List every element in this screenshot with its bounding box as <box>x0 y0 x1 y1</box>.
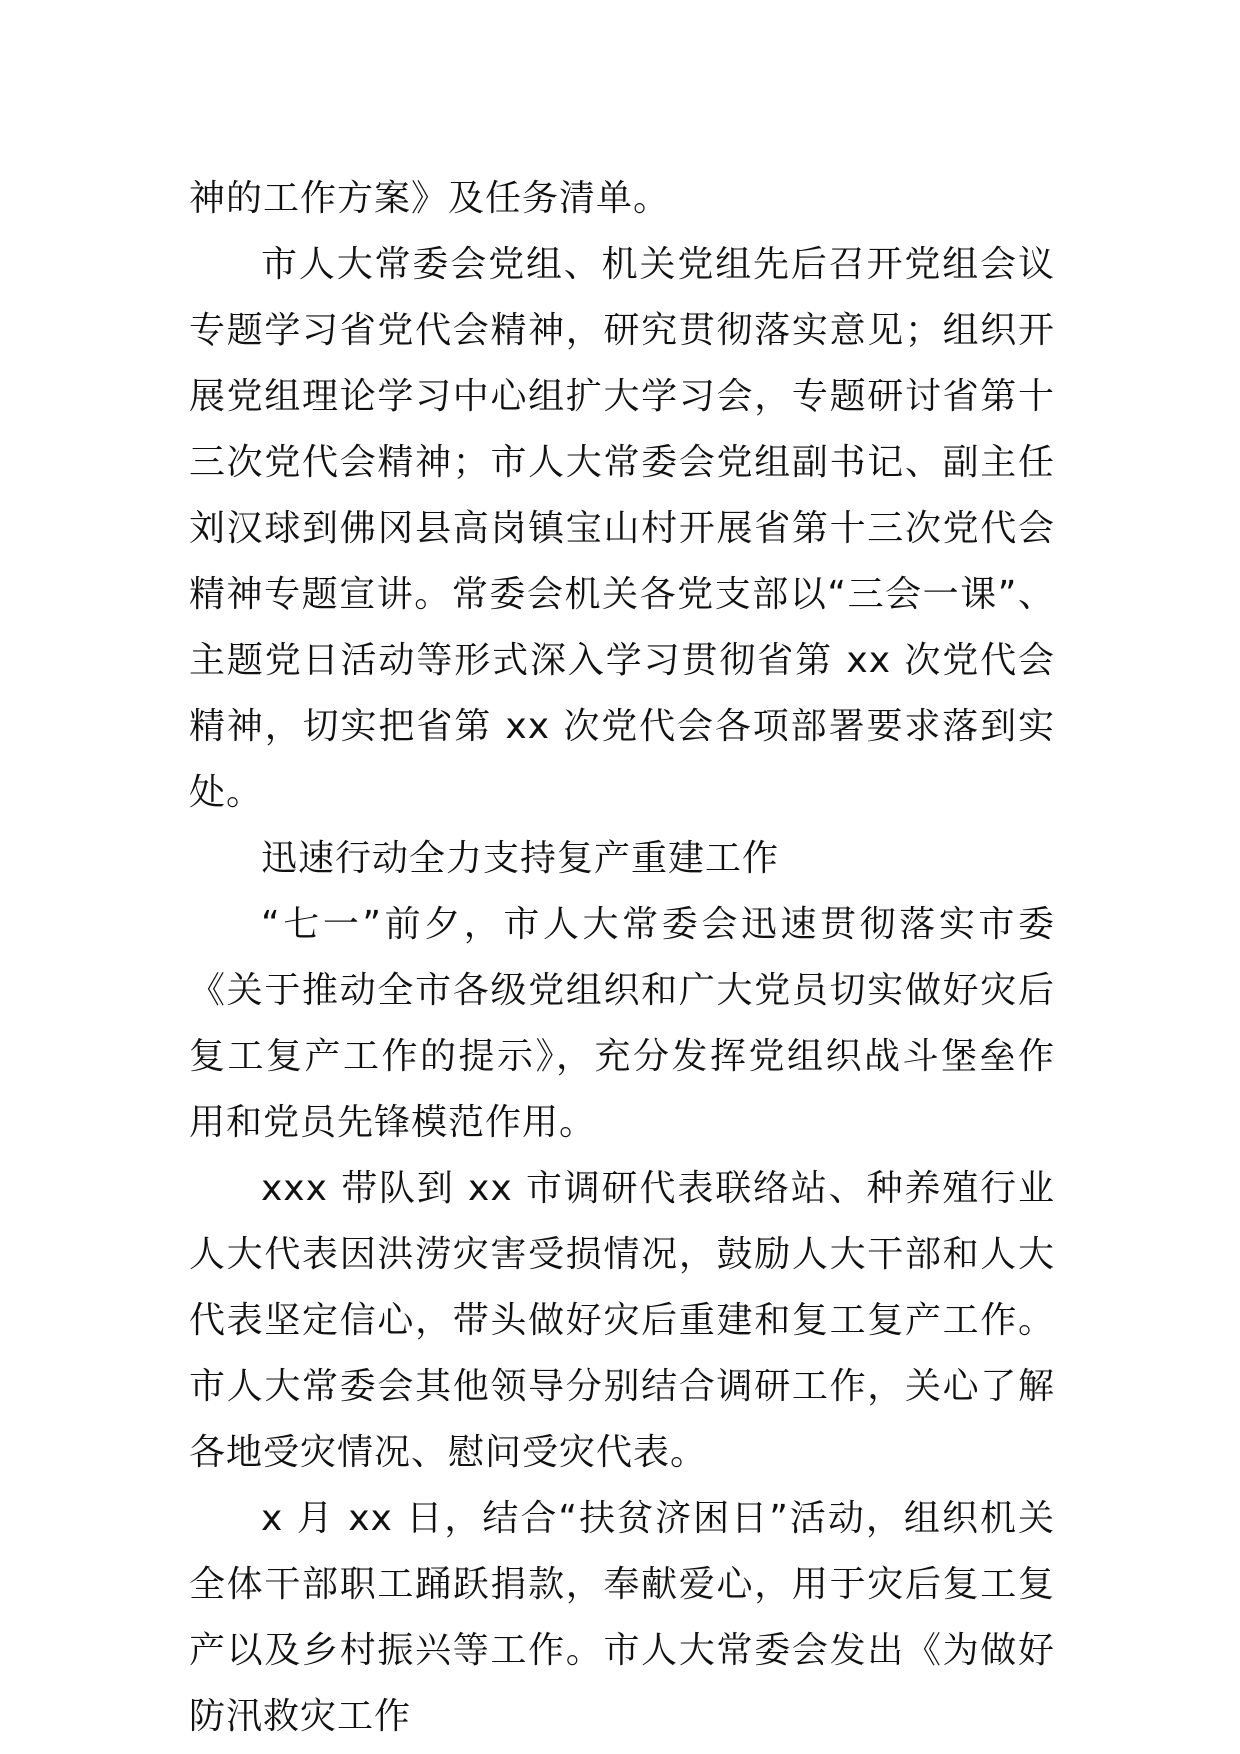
paragraph-july-first: “七一”前夕，市人大常委会迅速贯彻落实市委《关于推动全市各级党组织和广大党员切实做好灾后复工复产工作的提示》，充分发挥党组织战斗堡垒作用和党员先锋模范作用。 <box>189 904 1055 1143</box>
paragraph-flood-survey: xxx 带队到 xx 市调研代表联络站、种养殖行业人大代表因洪涝灾害受损情况，鼓励人大干部和人大代表坚定信心，带头做好灾后重建和复工复产工作。市人大常委会其他领导分别结合调研工作，关心了解各地受灾情况、慰问受灾代表。 <box>189 1168 1055 1473</box>
paragraph-donation: x 月 xx 日，结合“扶贫济困日”活动，组织机关全体干部职工踊跃捐款，奉献爱心，用于灾后复工复产以及乡村振兴等工作。市人大常委会发出《为做好防汛救灾工作 <box>189 1498 1055 1737</box>
document-page <box>189 166 1055 1750</box>
paragraph-continuation: 神的工作方案》及任务清单。 <box>189 178 671 219</box>
section-heading: 迅速行动全力支持复产重建工作 <box>261 838 780 879</box>
paragraph-party-study: 市人大常委会党组、机关党组先后召开党组会议专题学习省党代会精神，研究贯彻落实意见；组织开展党组理论学习中心组扩大学习会，专题研讨省第十三次党代会精神；市人大常委会党组副书记、副主任刘汉球到佛冈县高岗镇宝山村开展省第十三次党代会精神专题宣讲。常委会机关各党支部以“三会一课”、主题党日活动等形式深入学习贯彻省第 xx 次党代会精神，切实把省第 xx 次党代会各项部署要求落到实处。 <box>189 244 1055 813</box>
